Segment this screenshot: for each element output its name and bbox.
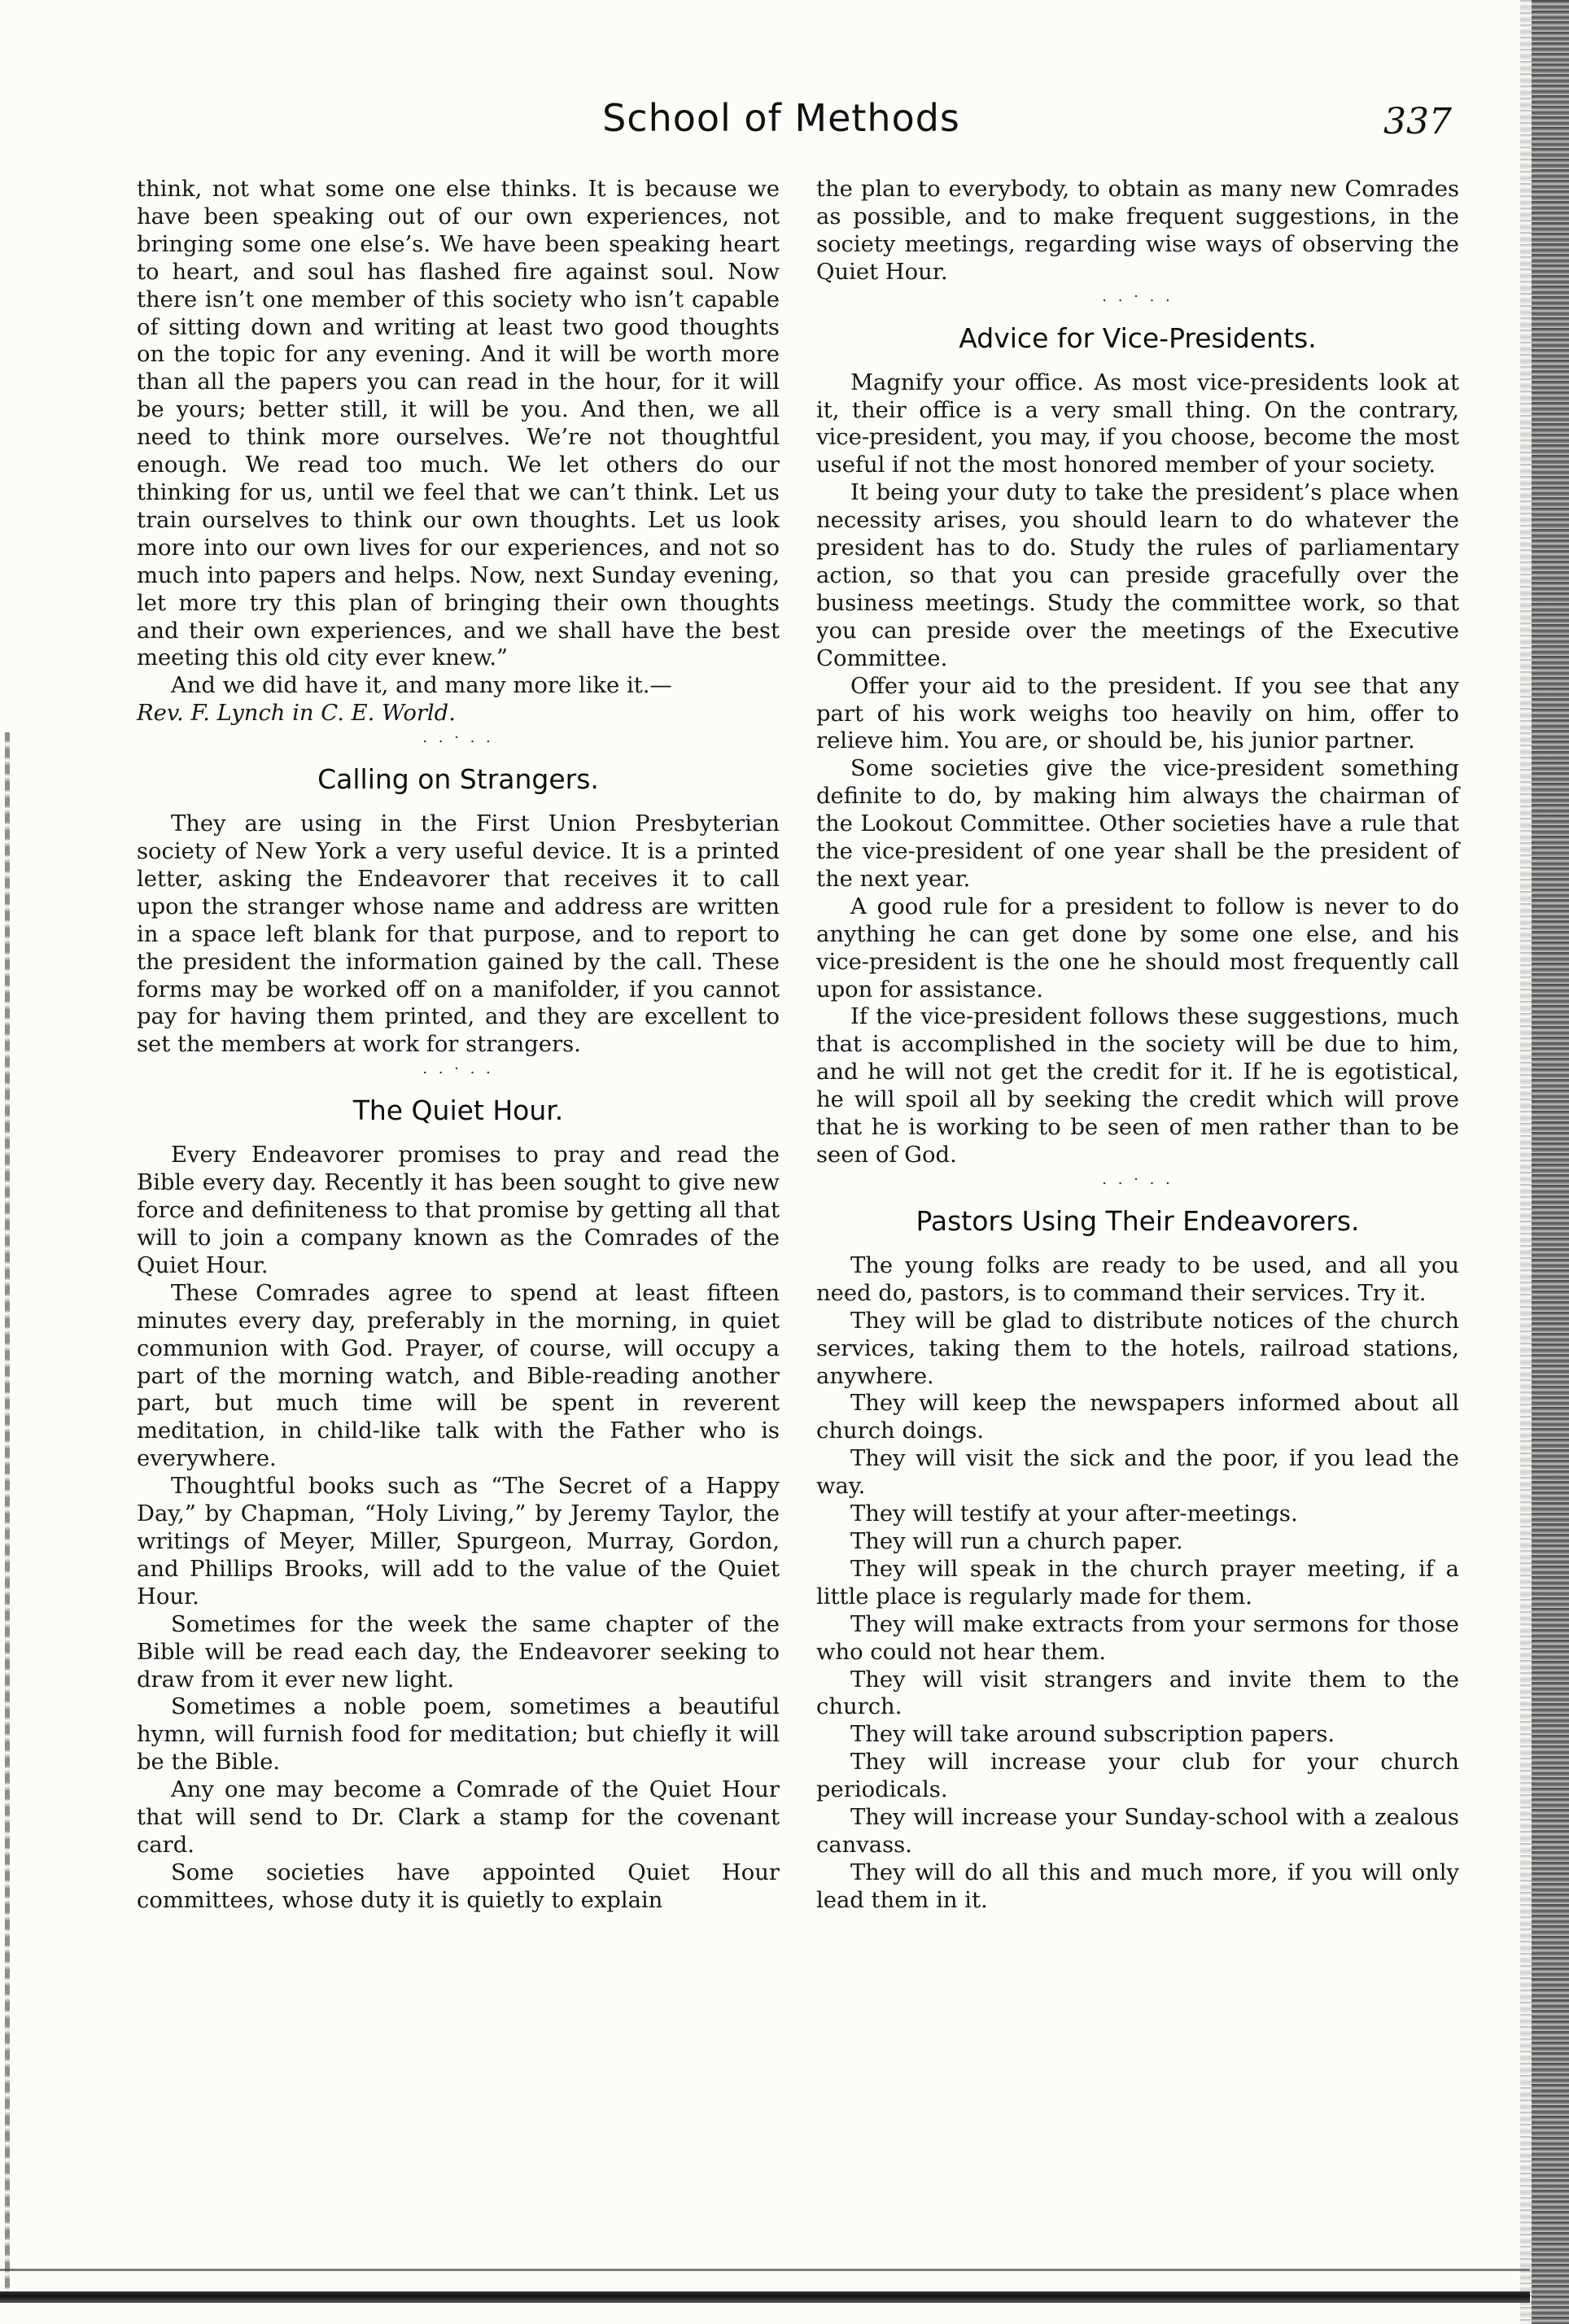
paragraph: Some societies have appointed Quiet Hour committees, whose duty it is quietly to explain — [137, 1859, 780, 1913]
paragraph: They will keep the newspapers informed about all church doings. — [816, 1391, 1459, 1444]
page-header — [0, 96, 1452, 161]
paragraph: They will make extracts from your sermons for those who could not hear them. — [816, 1611, 1459, 1665]
heading-advice-vice-presidents: Advice for Vice-Presidents. — [959, 321, 1317, 354]
paragraph: Sometimes a noble poem, sometimes a beautiful hymn, will furnish food for meditation; but chiefly it will be the Bible. — [137, 1694, 780, 1776]
scan-edge — [1532, 0, 1569, 2324]
paragraph: They will speak in the church prayer meeting, if a little place is regularly made for them. — [816, 1556, 1459, 1610]
paragraph: They will take around subscription papers. — [850, 1722, 1335, 1748]
paragraph: Offer your aid to the president. If you see that any part of his work weighs too heavily on him, offer to relieve him. You are, or should be, his junior partner. — [816, 673, 1459, 754]
paragraph: They will visit the sick and the poor, if you lead the way. — [816, 1446, 1459, 1500]
section-separator: . . · . . — [422, 729, 494, 747]
paragraph: A good rule for a president to follow is never to do anything he can get done by some one else, and his vice-president is the one he should most frequently call upon for assistance. — [816, 893, 1459, 1003]
paragraph: the plan to everybody, to obtain as many new Comrades as possible, and to make frequent suggestions, in the society meetings, regarding wise ways of observing the Quiet Hour. — [816, 177, 1459, 285]
left-column — [137, 176, 780, 1915]
paragraph: They will do all this and much more, if you will only lead them in it. — [816, 1859, 1459, 1913]
section-separator: . . · . . — [422, 1060, 494, 1078]
paragraph: It being your duty to take the president’s place when necessity arises, you should learn to do whatever the president has to do. Study the rules of parliamentary action, so that you can preside gracefully over the business meetings. Study the committee work, so that you can preside over the meetings of the Executive Committee. — [816, 480, 1459, 671]
heading-pastors-using-endeavorers: Pastors Using Their Endeavorers. — [916, 1204, 1360, 1237]
paragraph: They will be glad to distribute notices of the church services, taking them to the hotels, railroad stations, anywhere. — [816, 1308, 1459, 1389]
paragraph: Sometimes for the week the same chapter of the Bible will be read each day, the Endeavorer seeking to draw from it ever new light. — [137, 1611, 780, 1693]
paragraph: Some societies give the vice-president something definite to do, by making him always the chairman of the Lookout Committee. Other societies have a rule that the vice-president of one year shall be the president of the next year. — [816, 756, 1459, 892]
paragraph: think, not what some one else thinks. It is because we have been speaking out of our own experiences, not bringing some one else’s. We have been speaking heart to heart, and soul has flashed fire against soul. Now there isn’t one member of this society who isn’t capable of sitting down and writing at least two good thoughts on the topic for any evening. And it will be worth more than all the papers you can read in the hour, for it will be yours; better still, it will be you. And then, we all need to think more ourselves. We’re not thoughtful enough. We read too much. We let others do our thinking for us, until we feel that we can’t think. Let us train ourselves to think our own thoughts. Let us look more into our own lives for our experiences, and not so much into papers and helps. Now, next Sunday evening, let more try this plan of bringing their own thoughts and their own experiences, and we shall have the best meeting this old city ever knew.” — [137, 177, 780, 671]
heading-quiet-hour: The Quiet Hour. — [352, 1094, 564, 1127]
paragraph: Thoughtful books such as “The Secret of a Happy Day,” by Chapman, “Holy Living,” by Jeremy Taylor, the writings of Meyer, Miller, Spurgeon, Murray, Gordon, and Phillips Brooks, will add to the value of the Quiet Hour. — [137, 1474, 780, 1610]
bottom-rule-thin — [0, 2269, 1530, 2271]
paragraph — [137, 672, 780, 727]
running-title: School of Methods — [602, 96, 960, 140]
binding-edge — [5, 732, 10, 2303]
heading-calling-on-strangers: Calling on Strangers. — [317, 763, 599, 796]
page-number: 337 — [1383, 101, 1452, 142]
section-separator: . . · . . — [1102, 287, 1173, 305]
paragraph: If the vice-president follows these suggestions, much that is accomplished in the society will be due to him, and he will not get the credit for it. If he is egotistical, he will spoil all by seeking the credit which will prove that he is working to be seen of men rather than to be seen of God. — [816, 1004, 1459, 1168]
paragraph: The young folks are ready to be used, and all you need do, pastors, is to command their services. Try it. — [816, 1252, 1459, 1306]
closing-text: And we did have it, and many more like it.— — [171, 673, 672, 699]
paragraph: They will testify at your after-meetings. — [850, 1501, 1298, 1527]
section-separator: . . · . . — [1102, 1170, 1173, 1188]
paragraph: They are using in the First Union Presbyterian society of New York a very useful device. It is a printed letter, asking the Endeavorer that receives it to call upon the stranger whose name and address are written in a space left blank for that purpose, and to report to the president the information gained by the call. These forms may be worked off on a manifolder, if you cannot pay for having them printed, and they are excellent to set the members at work for strangers. — [137, 811, 780, 1058]
right-column — [816, 176, 1459, 1915]
paragraph: They will increase your club for your church periodicals. — [816, 1750, 1459, 1803]
paragraph: They will visit strangers and invite them to the church. — [816, 1667, 1459, 1720]
paragraph: They will run a church paper. — [850, 1528, 1183, 1554]
bottom-rule — [0, 2291, 1530, 2303]
scan-edge-shadow — [1520, 0, 1532, 2324]
paragraph: Any one may become a Comrade of the Quiet Hour that will send to Dr. Clark a stamp for the covenant card. — [137, 1777, 780, 1858]
paragraph: Every Endeavorer promises to pray and read the Bible every day. Recently it has been sought to give new force and definiteness to that promise by getting all that will to join a company known as the Comrades of the Quiet Hour. — [137, 1142, 780, 1278]
paragraph: These Comrades agree to spend at least fifteen minutes every day, preferably in the morning, in quiet communion with God. Prayer, of course, will occupy a part of the morning watch, and Bible-reading another part, but much time will be spent in reverent meditation, in child-like talk with the Father who is everywhere. — [137, 1280, 780, 1472]
paragraph: Magnify your office. As most vice-presidents look at it, their office is a very small thing. On the contrary, vice-president, you may, if you choose, become the most useful if not the most honored member of your society. — [816, 369, 1459, 478]
attribution: Rev. F. Lynch in C. E. World. — [137, 701, 456, 727]
paragraph: They will increase your Sunday-school with a zealous canvass. — [816, 1805, 1459, 1858]
